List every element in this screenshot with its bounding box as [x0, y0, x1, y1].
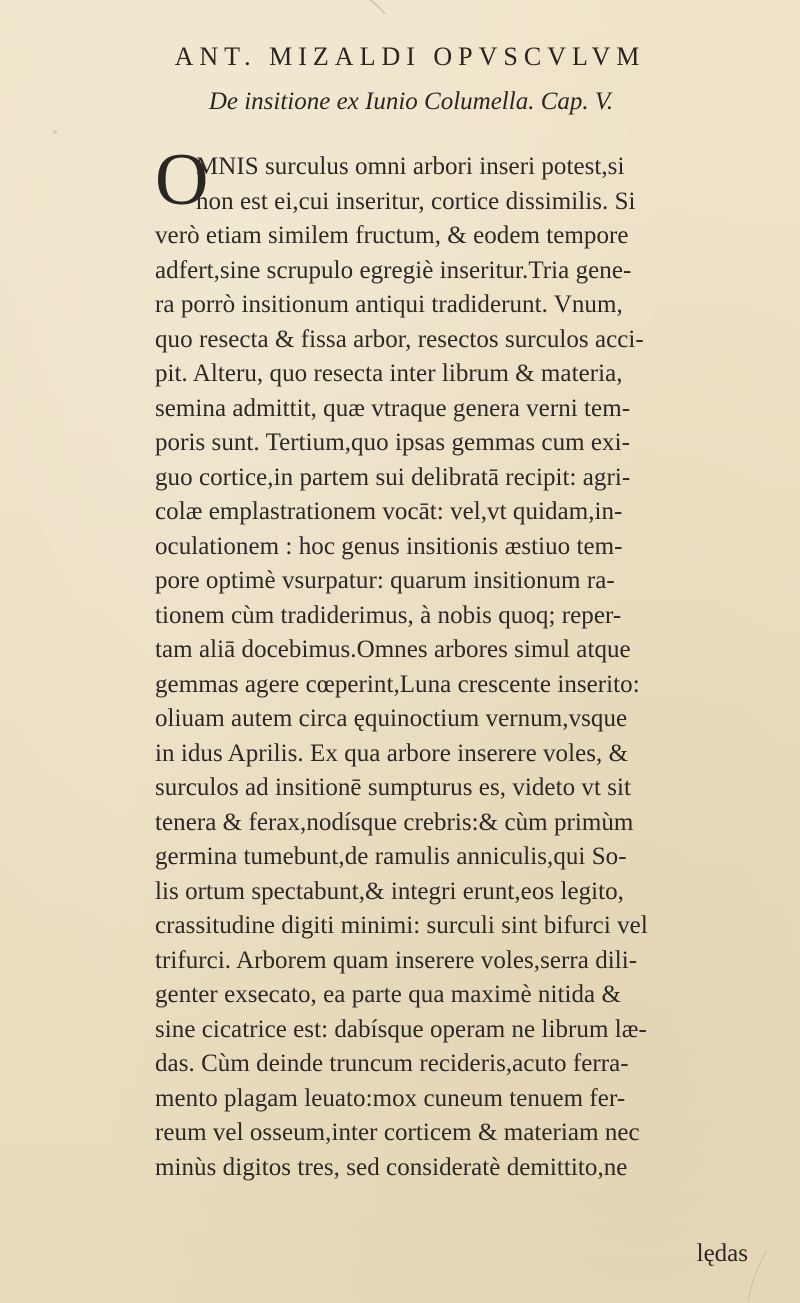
text-line: das. Cùm deinde truncum recideris,acuto ferra- — [155, 1050, 629, 1077]
text-line: quo resecta & fissa arbor, resectos surculos acci- — [155, 325, 644, 353]
text-line: guo cortice,in partem sui delibratā recipit: agri- — [155, 463, 631, 491]
text-line: sine cicatrice est: dabísque operam ne librum læ- — [155, 1015, 647, 1043]
text-line: tenera & ferax,nodísque crebris:& cùm primùm — [155, 808, 634, 836]
text-line: semina admittit, quæ vtraque genera verni tem- — [155, 394, 631, 422]
catchword: lędas — [696, 1240, 748, 1267]
text-line: lis ortum spectabunt,& integri erunt,eos legito, — [155, 877, 624, 905]
text-line: adfert,sine scrupulo egregiè inseritur.Tria gene- — [155, 256, 632, 284]
text-line: minùs digitos tres, sed consideratè demittito,ne — [155, 1153, 628, 1181]
text-line: colæ emplastrationem vocāt: vel,vt quidam,in- — [155, 498, 623, 525]
text-line: oliuam autem circa ęquinoctium vernum,vsque — [155, 705, 628, 732]
text-line: reum vel osseum,inter corticem & materiam nec — [155, 1119, 640, 1146]
text-line: non est ei,cui inseritur, cortice dissimilis. Si — [196, 187, 636, 215]
body-text — [155, 150, 780, 1185]
chapter-subtitle — [0, 88, 800, 116]
text-line: MNIS surculus omni arbori inseri potest,si — [196, 153, 625, 180]
text-line: tam aliā docebimus.Omnes arbores simul atque — [155, 636, 631, 663]
text-line: germina tumebunt,de ramulis anniculis,qui So- — [155, 843, 627, 870]
text-line: pore optimè vsurpatur: quarum insitionum ra- — [155, 567, 615, 594]
text-line: oculationem : hoc genus insitionis æstiuo tem- — [155, 532, 623, 560]
text-line: trifurci. Arborem quam inserere voles,serra dili- — [155, 946, 638, 974]
text-line: ra porrò insitionum antiqui tradiderunt. Vnum, — [155, 291, 623, 318]
header-title: ANT. MIZALDI OPVSCVLVM — [174, 42, 646, 71]
text-line: crassitudine digiti minimi: surculi sint bifurci vel — [155, 912, 648, 939]
running-header — [0, 42, 800, 82]
text-line: gemmas agere cœperint,Luna crescente inserito: — [155, 670, 640, 698]
text-line: mento plagam leuato:mox cuneum tenuem fer- — [155, 1084, 626, 1112]
text-line: surculos ad insitionē sumpturus es, videto vt sit — [155, 774, 632, 801]
chapter-subtitle-text: De insitione ex Iunio Columella. Cap. V. — [208, 88, 614, 115]
text-line: in idus Aprilis. Ex qua arbore inserere voles, & — [155, 739, 629, 767]
drop-cap: O — [155, 139, 209, 221]
text-line: genter exsecato, ea parte qua maximè nitida & — [155, 981, 621, 1008]
text-line: tionem cùm tradiderimus, à nobis quoq; reper- — [155, 601, 622, 629]
text-line: pit. Alteru, quo resecta inter librum & materia, — [155, 360, 623, 387]
text-line: verò etiam similem fructum, & eodem tempore — [155, 222, 629, 249]
text-line: poris sunt. Tertium,quo ipsas gemmas cum exi- — [155, 429, 630, 456]
